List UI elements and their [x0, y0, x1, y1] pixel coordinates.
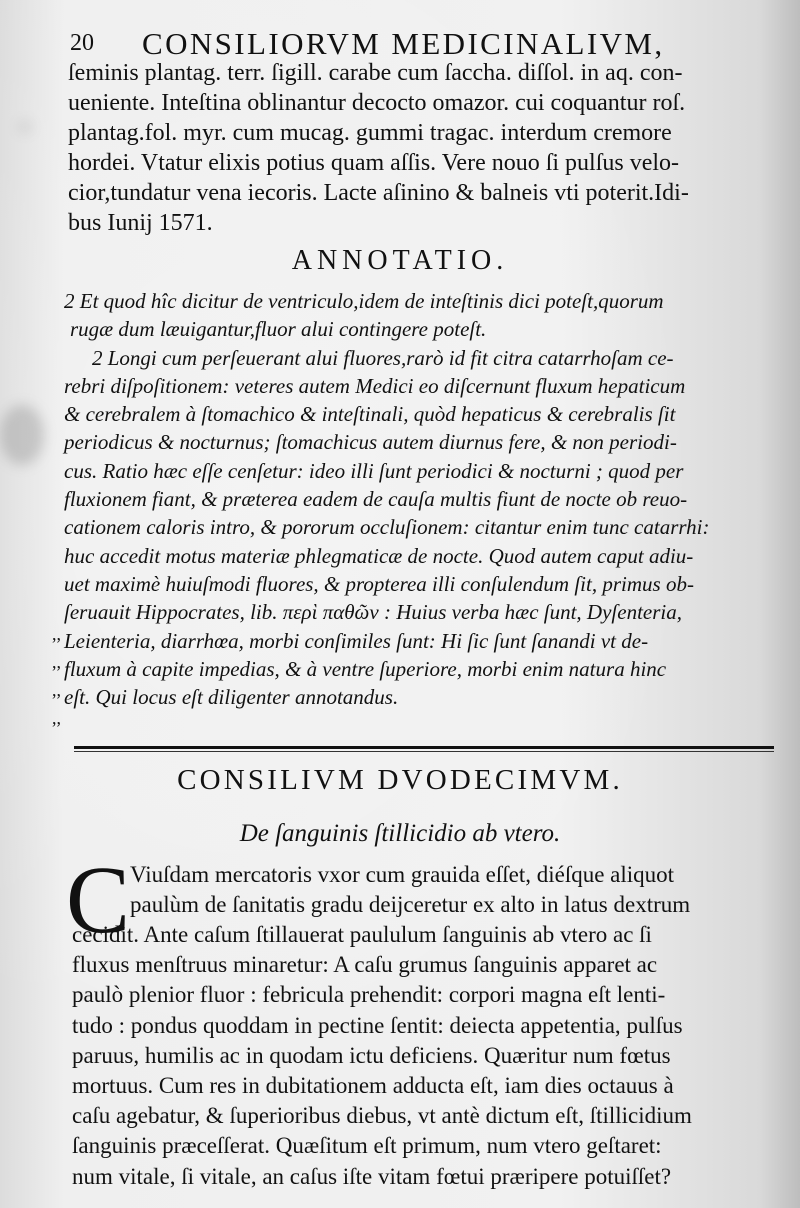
ink-stain [0, 405, 44, 465]
note-line: rugæ dum læuigantur,fluor alui contingere poteſt. [70, 317, 487, 342]
text-line: ſanguinis præceſſerat. Quæſitum eſt primum, num vtero geſtaret: [72, 1133, 662, 1159]
text-line: paulùm de ſanitatis gradu deijceretur ex alto in latus dextrum [130, 892, 691, 918]
text-line: paruus, humilis ac in quodam ictu deficiens. Quæritur num fœtus [72, 1042, 671, 1068]
note-line: 2 Et quod hîc dicitur de ventriculo,idem de inteſtinis dici poteſt,quorum [64, 289, 664, 313]
note-line: Leienteria, diarrhœa, morbi conſimiles ſunt: Hi ſic ſunt ſanandi vt de- [64, 628, 649, 653]
text-line: num vitale, ſi vitale, an caſus iſte vitam fœtui præripere potuiſſet? [72, 1163, 672, 1189]
text-line: ueniente. Inteſtina oblinantur decocto omazor. cui coquantur roſ. [68, 90, 686, 116]
note-line: ſeruauit Hippocrates, lib. περὶ παθῶν : Huius verba hæc ſunt, Dyſenteria, [64, 600, 682, 625]
text-line: ſeminis plantag. terr. ſigill. carabe cum ſaccha. diſſol. in aq. con- [68, 60, 683, 86]
ink-stain [18, 120, 32, 134]
text-line: hordei. Vtatur elixis potius quam aſſis. Vere nouo ſi pulſus velo- [68, 150, 680, 176]
quote-mark: ,, [52, 652, 61, 672]
divider-rule [74, 751, 774, 752]
consilium-heading: CONSILIVM DVODECIMVM. [177, 764, 623, 796]
text-line: Viuſdam mercatoris vxor cum grauida eſſet, diéſque aliquot [130, 862, 675, 887]
text-line: paulò plenior fluor : febricula prehendit: corpori magna eſt lenti- [72, 982, 666, 1008]
note-line: fluxum à capite impedias, & à ventre ſuperiore, morbi enim natura hinc [64, 656, 667, 681]
annotatio-heading: ANNOTATIO. [291, 245, 509, 276]
note-line: eſt. Qui locus eſt diligenter annotandus. [64, 685, 399, 710]
note-line: huc accedit motus materiæ phlegmaticæ de nocte. Quod autem caput adiu- [64, 543, 694, 568]
quote-mark: ,, [52, 708, 61, 728]
note-line: 2 Longi cum perſeuerant alui fluores,rarò id fit citra catarrhoſam ce- [92, 345, 674, 370]
note-line: cus. Ratio hæc eſſe cenſetur: ideo illi ſunt periodici & nocturni ; quod per [64, 458, 684, 483]
body-first-lines [130, 860, 690, 920]
text-line: fluxus menſtruus minaretur: A caſu grumus ſanguinis apparet ac [72, 952, 658, 978]
body-paragraph [72, 920, 692, 1192]
text-line: mortuus. Cum res in dubitationem adducta eſt, iam dies octauus à [72, 1072, 674, 1098]
text-line: caſu agebatur, & ſuperioribus diebus, vt antè dictum eſt, ſtillicidium [72, 1103, 692, 1129]
consilium-subtitle: De ſanguinis ſtillicidio ab vtero. [239, 820, 561, 847]
quote-mark: ,, [52, 624, 61, 644]
quote-mark: ,, [52, 680, 61, 700]
note-line: uet maximè huiuſmodi fluores, & propterea illi conſulendum ſit, primus ob- [64, 571, 694, 596]
drop-capital: C [66, 846, 131, 953]
top-paragraph [68, 58, 689, 238]
note-line: & cerebralem à ſtomachico & inteſtinali, quòd hepaticus & cerebralis ſit [64, 402, 676, 427]
divider-rule [74, 746, 774, 749]
note-line: periodicus & nocturnus; ſtomachicus autem diurnus fere, & non periodi- [64, 430, 677, 455]
text-line: cior,tundatur vena iecoris. Lacte aſinino & balneis vti poterit.Idi- [68, 180, 689, 206]
note-line: fluxionem fiant, & præterea eadem de cauſa multis fiunt de nocte ob reuo- [64, 487, 688, 512]
text-line: cecidit. Ante caſum ſtillauerat paululum ſanguinis ab vtero ac ſi [72, 922, 652, 947]
text-line: bus Iunij 1571. [68, 210, 213, 236]
note-line: cationem caloris intro, & pororum occluſionem: citantur enim tunc catarrhi: [64, 515, 710, 540]
annotation-notes [64, 287, 709, 711]
running-title: CONSILIORVM MEDICINALIVM, [142, 26, 665, 61]
text-line: tudo : pondus quoddam in pectine ſentit: deiecta appetentia, pulſus [72, 1012, 683, 1038]
note-line: rebri diſpoſitionem: veteres autem Medici eo diſcernunt fluxum hepaticum [64, 373, 686, 398]
text-line: plantag.fol. myr. cum mucag. gummi tragac. interdum cremore [68, 120, 672, 146]
page-number: 20 [70, 30, 94, 56]
